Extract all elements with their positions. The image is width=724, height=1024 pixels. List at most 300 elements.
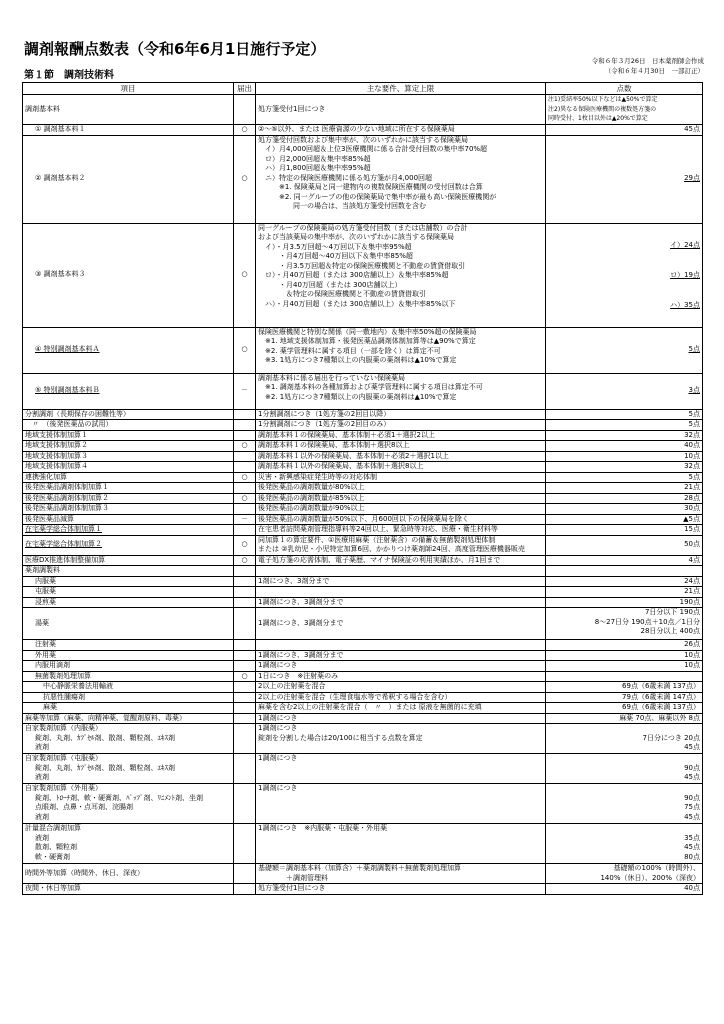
row-points (546, 661, 703, 672)
row-requirement (256, 420, 546, 431)
row-points (546, 430, 703, 441)
row-requirement (256, 724, 546, 754)
requirement-line: 同一の場合は、当該処方箋受付回数を含む (258, 202, 426, 210)
requirement-line: 調剤基本料に係る届出を行っていない保険薬局 (258, 373, 405, 382)
row-points (546, 409, 703, 420)
table-row (23, 441, 703, 452)
points-line (548, 824, 700, 834)
row-todoke-mark: ○ (234, 327, 256, 373)
row-item-label: 自家製剤加算（外用薬） (25, 784, 102, 792)
points-line: 注2)異なる保険医療機関の複数処方箋の (548, 105, 657, 113)
row-requirement (256, 514, 546, 525)
requirement-line: 処方箋受付1回につき (258, 104, 326, 113)
row-item-label: 計量混合調剤加算 (25, 824, 81, 832)
row-item-label: 麻薬等加算（麻薬、向精神薬、覚醒剤原料、毒薬） (25, 713, 186, 722)
points-line: 90点 (684, 793, 700, 802)
issuer-line: 令和６年３月26日 日本薬剤師会作成 (591, 57, 704, 65)
row-item (23, 504, 234, 515)
requirement-line (258, 743, 543, 753)
table-row (23, 409, 703, 420)
row-requirement (256, 703, 546, 714)
row-todoke-mark (234, 724, 256, 754)
row-todoke-mark (234, 754, 256, 784)
requirement-line: 2以上の注射薬を混合 (258, 682, 326, 690)
row-item-label: 薬剤調製料 (25, 566, 60, 574)
row-points (546, 373, 703, 409)
row-subitem-label: 錠剤、ﾄﾛｰﾁ剤、軟・硬膏剤、ﾊﾟｯﾌﾟ剤、ﾘﾆﾒﾝﾄ剤、坐剤 (35, 793, 203, 802)
row-todoke-mark (234, 576, 256, 587)
requirement-line: ロ）・月40万回超（または 300店舗以上）＆集中率85%超 (258, 271, 449, 279)
row-requirement (256, 671, 546, 682)
row-points (546, 472, 703, 483)
requirement-line: 1調剤につき、3調剤分まで (258, 618, 344, 627)
requirement-line (258, 773, 543, 783)
row-points (546, 504, 703, 515)
table-row (23, 703, 703, 714)
points-line: ▲5点 (683, 514, 700, 523)
requirement-line: ・月40万回超（または 300店舗以上） (258, 280, 402, 289)
row-todoke-mark: ○ (234, 441, 256, 452)
points-line: 45点 (684, 124, 700, 133)
row-requirement (256, 692, 546, 703)
row-requirement (256, 451, 546, 462)
section-title: 第１節 調剤技術料 (24, 70, 114, 81)
row-requirement (256, 576, 546, 587)
requirement-line: ※3. 1処方につき7種類以上の内服薬の薬剤料は▲10%で算定 (258, 356, 457, 364)
row-item-label: 連携強化加算 (25, 472, 67, 481)
row-todoke-mark (234, 640, 256, 651)
points-line (548, 672, 700, 682)
points-line: 21点 (684, 587, 700, 595)
table-row (23, 650, 703, 661)
row-item (23, 493, 234, 504)
row-points (546, 682, 703, 693)
row-subitem-label: 錠剤、丸剤、ｶﾌﾟｾﾙ剤、散剤、顆粒剤、ｴｷｽ剤 (35, 763, 175, 772)
table-row (23, 327, 703, 373)
table-row (23, 555, 703, 566)
row-points (546, 784, 703, 824)
row-todoke-mark (234, 703, 256, 714)
row-points (546, 462, 703, 473)
row-item-label: 内服用滴剤 (35, 661, 70, 669)
points-line: 69点（6歳未満 137点） (622, 703, 700, 711)
row-item (23, 671, 234, 682)
row-item (23, 713, 234, 724)
points-line: 15点 (684, 525, 700, 533)
row-requirement (256, 504, 546, 515)
row-subitem-label: 点眼剤、点鼻・点耳剤、浣腸剤 (35, 803, 133, 811)
points-line (548, 724, 700, 734)
requirement-line: または ②乳幼児・小児特定加算6回、かかりつけ薬剤師24回、高度管理医療機器販売 (258, 545, 525, 553)
row-item-label: 夜間・休日等加算 (25, 884, 81, 892)
points-line: 3点 (688, 386, 700, 395)
table-row (23, 525, 703, 536)
points-line: イ）24点 (670, 241, 700, 249)
row-item (23, 124, 234, 135)
points-line: 10点 (684, 451, 700, 460)
points-line: 10点 (684, 661, 700, 669)
requirement-line: ハ）月1,800回超＆集中率95%超 (258, 164, 371, 172)
row-item-label: 在宅薬学総合体制加算１ (25, 525, 102, 533)
row-todoke-mark (234, 587, 256, 598)
requirement-line (258, 794, 543, 804)
points-line: 5点 (688, 345, 700, 354)
table-row (23, 587, 703, 598)
requirement-line: 保険医療機関と特別な関係（同一敷地内）＆集中率50%超の保険薬局 (258, 327, 477, 336)
row-item (23, 327, 234, 373)
points-line: 79点（6歳未満 147点） (622, 692, 700, 701)
table-row (23, 493, 703, 504)
requirement-line: 後発医薬品の調剤数量が50%以下、月600回以下の保険薬局を除く (258, 514, 469, 523)
row-item (23, 451, 234, 462)
requirement-line: 電子処方箋の応需体制、電子薬歴、マイナ保険証の利用実績ほか、月1回まで (258, 555, 501, 564)
points-line: 190点 (679, 597, 700, 606)
row-requirement (256, 327, 546, 373)
row-item (23, 864, 234, 884)
row-todoke-mark: ○ (234, 472, 256, 483)
points-line: 24点 (684, 576, 700, 585)
points-line: 50点 (684, 540, 700, 549)
requirement-line: 後発医薬品の調剤数量が85%以上 (258, 493, 365, 502)
row-requirement (256, 682, 546, 693)
row-points (546, 95, 703, 125)
row-item-label: 自家製剤加算（屯服薬） (25, 754, 102, 762)
row-item-label: ④ 特別調剤基本料Ａ (35, 345, 100, 354)
requirement-line (258, 566, 543, 576)
row-item (23, 703, 234, 714)
requirement-line: ②～⑤以外、または 医療資源の少ない地域に所在する保険薬局 (258, 124, 455, 133)
points-line: 26点 (684, 640, 700, 648)
row-todoke-mark (234, 692, 256, 703)
row-points (546, 650, 703, 661)
row-item-label: ① 調剤基本料１ (35, 124, 86, 133)
row-item-label: 注射薬 (35, 640, 56, 648)
requirement-line (258, 587, 543, 597)
points-line: 45点 (684, 743, 700, 751)
row-item (23, 535, 234, 555)
row-subitem-label: 液剤 (35, 743, 49, 751)
table-row (23, 223, 703, 327)
row-requirement (256, 135, 546, 223)
requirement-line: ・月3.5万回超＆特定の保険医療機関と不動産の賃貸借取引 (258, 261, 466, 270)
requirement-line (258, 843, 543, 853)
points-line: 5点 (688, 409, 700, 418)
row-points (546, 451, 703, 462)
row-points (546, 640, 703, 651)
points-line: 28点 (684, 493, 700, 502)
row-todoke-mark: ○ (234, 124, 256, 135)
row-requirement (256, 124, 546, 135)
requirement-line: 在宅患者訪問薬剤管理指導料等24回以上、緊急時等対応、医療・衛生材料等 (258, 525, 498, 533)
table-row (23, 576, 703, 587)
points-line: 5点 (688, 420, 700, 428)
row-item (23, 409, 234, 420)
row-item-label: 後発医薬品減算 (25, 514, 74, 523)
row-requirement (256, 95, 546, 125)
points-line: ハ）35点 (670, 301, 700, 309)
table-row (23, 692, 703, 703)
row-item-label: ② 調剤基本料２ (35, 174, 86, 183)
row-item-label: 医療DX推進体制整備加算 (25, 555, 106, 564)
requirement-line: ※1. 調剤基本料の各種加算および薬学管理料に属する項目は算定不可 (258, 383, 483, 391)
row-todoke-mark: ○ (234, 135, 256, 223)
requirement-line: 後発医薬品の調剤数量が80%以上 (258, 483, 365, 491)
row-item-label: 分割調剤（長期保存の困難性等） (25, 409, 130, 418)
row-item-label: 自家製剤加算（内服薬） (25, 724, 102, 732)
row-points (546, 555, 703, 566)
row-item (23, 587, 234, 598)
row-item-label: 地域支援体制加算４ (25, 462, 88, 470)
row-requirement (256, 409, 546, 420)
requirement-line: 麻薬を含む2以上の注射薬を混合（ 〃 ）または 原液を無菌的に充填 (258, 703, 482, 711)
points-line: 10点 (684, 650, 700, 659)
row-item (23, 597, 234, 608)
row-item-label: ⑤ 特別調剤基本料Ｂ (35, 386, 100, 395)
row-item (23, 373, 234, 409)
row-item (23, 420, 234, 431)
row-todoke-mark: ○ (234, 671, 256, 682)
points-line: 140%（休日）、200%（深夜） (600, 873, 700, 882)
row-item-label: 内服薬 (35, 576, 56, 585)
requirement-line: 1分割調剤につき（1処方箋の2回目のみ） (258, 420, 391, 428)
table-row (23, 671, 703, 682)
row-item-label: 外用薬 (35, 650, 56, 659)
row-todoke-mark (234, 462, 256, 473)
row-item (23, 462, 234, 473)
requirement-line: ハ）・月40万回超（または 300店舗以上）＆集中率85%以下 (258, 299, 456, 308)
table-row (23, 608, 703, 640)
table-row (23, 713, 703, 724)
requirement-line: 1分割調剤につき（1処方箋の2回目以降） (258, 409, 391, 418)
row-todoke-mark: ○ (234, 535, 256, 555)
row-points (546, 483, 703, 494)
table-row (23, 124, 703, 135)
points-line: 麻薬 70点、麻薬以外 8点 (619, 713, 700, 722)
points-line: 80点 (684, 852, 700, 861)
table-row (23, 682, 703, 693)
row-todoke-mark (234, 608, 256, 640)
row-requirement (256, 824, 546, 864)
row-points (546, 223, 703, 327)
row-item-label: 屯服薬 (35, 587, 56, 595)
header-pts: 点数 (546, 83, 703, 95)
row-todoke-mark (234, 661, 256, 672)
table-row (23, 95, 703, 125)
row-item (23, 555, 234, 566)
row-todoke-mark (234, 95, 256, 125)
issuer-line: （令和６年４月30日 一部訂正） (604, 67, 704, 75)
row-todoke-mark (234, 650, 256, 661)
row-requirement (256, 483, 546, 494)
row-requirement (256, 864, 546, 884)
requirement-line: イ）・月3.5万回超～4万回以下＆集中率95%超 (258, 242, 412, 251)
requirement-line: 1調剤につき (258, 754, 298, 762)
table-row (23, 135, 703, 223)
row-todoke-mark (234, 483, 256, 494)
row-todoke-mark (234, 420, 256, 431)
points-line: 7日分につき 20点 (642, 733, 700, 742)
row-item (23, 441, 234, 452)
table-row (23, 430, 703, 441)
table-row (23, 373, 703, 409)
points-line: 45点 (684, 773, 700, 781)
row-item-label: 〃 （後発医薬品の試用） (25, 420, 113, 428)
row-item-label: 在宅薬学総合体制加算２ (25, 540, 102, 549)
row-points (546, 608, 703, 640)
requirement-line: 1調剤につき (258, 713, 298, 722)
requirement-line: ※2. 同一グループの他の保険薬局で集中率が最も高い保険医療機関が (258, 192, 497, 201)
row-todoke-mark: ○ (234, 555, 256, 566)
row-item (23, 223, 234, 327)
requirement-line: 同加算１の算定要件、①医療用麻薬（注射薬含）の備蓄＆無菌製剤処理体制 (258, 535, 496, 544)
requirement-line: 調剤基本料１の保険薬局、基本体制＋選択8以上 (258, 441, 410, 449)
requirement-line (258, 764, 543, 774)
issuer-note (592, 56, 704, 76)
row-item (23, 135, 234, 223)
requirement-line: 同一グループの保険薬局の処方箋受付回数（または店舗数）の合計 (258, 223, 468, 232)
requirement-line (258, 640, 543, 650)
row-points (546, 824, 703, 864)
row-item (23, 525, 234, 536)
table-row (23, 472, 703, 483)
table-row (23, 754, 703, 784)
table-row (23, 640, 703, 651)
requirement-line: ※1. 地域支援体制加算・後発医薬品調剤体制加算等は▲90%で算定 (258, 337, 476, 345)
row-todoke-mark (234, 884, 256, 895)
points-line: 32点 (684, 462, 700, 470)
row-item (23, 430, 234, 441)
row-requirement (256, 640, 546, 651)
row-requirement (256, 223, 546, 327)
requirement-line: および当該薬局の集中率が、次のいずれかに該当する保険薬局 (258, 233, 454, 241)
requirement-line: ※1. 保険薬局と同一建物内の複数保険医療機関の受付回数は合算 (258, 183, 483, 191)
requirement-line: 基礎額＝調剤基本料（加算含）＋薬剤調製料＋無菌製剤処理加算 (258, 864, 461, 872)
row-item (23, 824, 234, 864)
points-line: 21点 (684, 483, 700, 491)
row-item-label: 無菌製剤処理加算 (35, 671, 91, 680)
row-item-label: ③ 調剤基本料３ (35, 270, 86, 279)
requirement-line: 調剤基本料１以外の保険薬局、基本体制＋選択8以上 (258, 462, 424, 470)
row-points (546, 597, 703, 608)
requirement-line (258, 803, 543, 813)
points-line: 40点 (684, 441, 700, 449)
table-header-row (23, 83, 703, 95)
row-requirement (256, 608, 546, 640)
points-line: 基礎額の100%（時間外）、 (613, 864, 700, 872)
row-points (546, 724, 703, 754)
table-row (23, 483, 703, 494)
requirement-line: ニ）特定の保険医療機関に係る処方箋が月4,000回超 (258, 173, 433, 182)
requirement-line: 1調剤につき (258, 661, 298, 669)
points-line: 75点 (684, 803, 700, 811)
row-item (23, 692, 234, 703)
requirement-line: 1調剤につき ※内服薬・屯服薬・外用薬 (258, 824, 388, 832)
row-points (546, 493, 703, 504)
row-item-label: 後発医薬品調剤体制加算３ (25, 504, 109, 512)
row-todoke-mark: ○ (234, 493, 256, 504)
row-points (546, 327, 703, 373)
points-line: 40点 (684, 884, 700, 892)
row-item-label: 地域支援体制加算１ (25, 430, 88, 439)
requirement-line: 処方箋受付回数および集中率が、次のいずれかに該当する保険薬局 (258, 135, 468, 144)
row-todoke-mark (234, 713, 256, 724)
requirement-line: イ）月4,000回超＆上位3医療機関に係る合計受付回数の集中率70%超 (258, 145, 488, 153)
requirement-line: 調剤基本料１の保険薬局、基本体制＋必須1＋選択2以上 (258, 430, 435, 439)
row-points (546, 124, 703, 135)
row-todoke-mark (234, 504, 256, 515)
table-row (23, 504, 703, 515)
table-row (23, 884, 703, 895)
header-req: 主な要件、算定上限 (256, 83, 546, 95)
row-requirement (256, 884, 546, 895)
row-item-label: 中心静脈栄養法用輸液 (43, 682, 113, 690)
row-item-label: 麻薬 (43, 703, 57, 711)
row-item-label: 湯薬 (35, 618, 49, 627)
table-body (23, 95, 703, 895)
row-todoke-mark (234, 864, 256, 884)
row-points (546, 514, 703, 525)
row-item (23, 608, 234, 640)
row-todoke-mark (234, 451, 256, 462)
points-line: 8～27日分 190点＋10点／1日分 (594, 617, 700, 626)
requirement-line: ＆特定の保険医療機関と不動産の賃貸借取引 (258, 290, 426, 298)
row-subitem-label: 散剤、顆粒剤 (35, 843, 77, 851)
row-requirement (256, 713, 546, 724)
requirement-line: 後発医薬品の調剤数量が90%以上 (258, 504, 365, 512)
table-row (23, 661, 703, 672)
points-line: 7日分以下 190点 (644, 608, 700, 616)
table-row (23, 420, 703, 431)
row-todoke-mark: ○ (234, 223, 256, 327)
row-requirement (256, 754, 546, 784)
row-requirement (256, 493, 546, 504)
row-item (23, 566, 234, 577)
row-requirement (256, 661, 546, 672)
points-line: ロ）19点 (670, 271, 700, 279)
requirement-line: 1調剤につき (258, 784, 298, 792)
requirement-line: 1調剤につき、3調剤分まで (258, 650, 344, 659)
row-todoke-mark (234, 682, 256, 693)
row-subitem-label: 錠剤、丸剤、ｶﾌﾟｾﾙ剤、散剤、顆粒剤、ｴｷｽ剤 (35, 733, 175, 742)
points-line (548, 754, 700, 764)
row-todoke-mark (234, 566, 256, 577)
points-line: 45点 (684, 843, 700, 851)
row-item (23, 884, 234, 895)
page-title: 調剤報酬点数表（令和6年6月1日施行予定） (24, 40, 326, 58)
row-points (546, 135, 703, 223)
row-item (23, 514, 234, 525)
row-todoke-mark: － (234, 514, 256, 525)
row-todoke-mark (234, 430, 256, 441)
row-subitem-label: 液剤 (35, 773, 49, 781)
row-item (23, 640, 234, 651)
row-item-label: 浸煎薬 (35, 597, 56, 606)
row-points (546, 671, 703, 682)
header-item: 項目 (23, 83, 234, 95)
requirement-line (258, 834, 543, 844)
table-row (23, 864, 703, 884)
points-line: 5点 (688, 472, 700, 481)
row-item (23, 682, 234, 693)
row-requirement (256, 535, 546, 555)
requirement-line: 1剤につき、3剤分まで (258, 576, 330, 585)
points-line: 注1)妥結率50%以下などは▲50%で算定 (548, 96, 658, 103)
points-line: 28日分以上 400点 (640, 627, 700, 635)
row-points (546, 864, 703, 884)
row-item-label: 抗悪性腫瘍剤 (43, 692, 85, 701)
table-row (23, 535, 703, 555)
row-item-label: 調剤基本料 (25, 104, 60, 113)
